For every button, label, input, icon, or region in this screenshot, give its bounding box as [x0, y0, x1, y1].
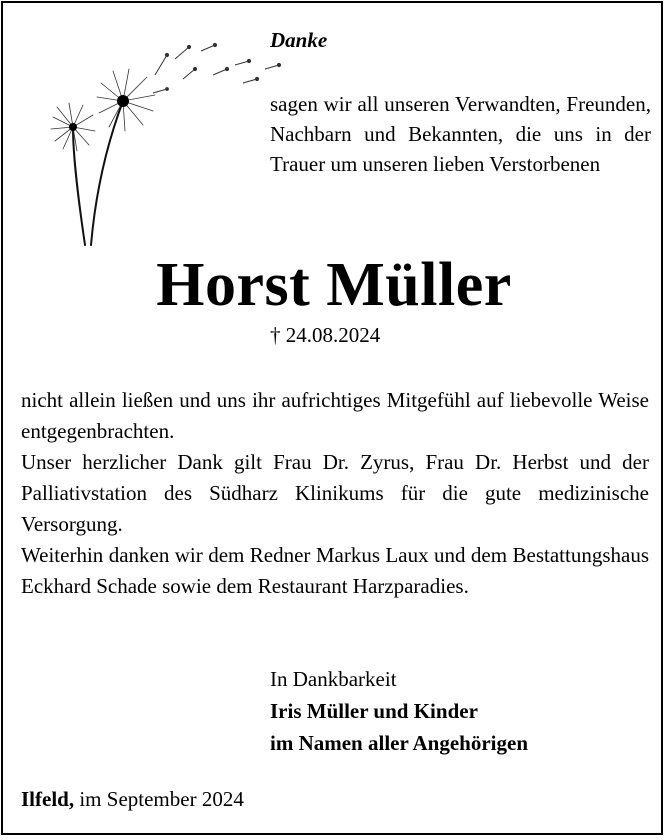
- body-paragraph: nicht allein ließen und uns ihr aufrichtiges Mitgefühl auf liebevolle Weise entgegenbrachten.: [21, 388, 649, 443]
- body-text: [21, 385, 649, 602]
- footer-date: im September 2024: [79, 787, 244, 811]
- death-date: † 24.08.2024: [270, 323, 381, 347]
- intro-text: sagen wir all unseren Verwandten, Freunden, Nachbarn und Bekannten, die uns in der Trauer um unseren lieben Verstorbenen: [270, 92, 651, 176]
- obituary-card: [1, 1, 663, 835]
- signature-closing: In Dankbarkeit: [270, 667, 397, 691]
- footer-place: Ilfeld,: [21, 787, 75, 811]
- signature-family: Iris Müller und Kinder: [270, 699, 478, 723]
- dandelion-icon: [43, 39, 288, 251]
- signature-on-behalf: im Namen aller Angehörigen: [270, 731, 529, 755]
- place-date: [21, 785, 244, 813]
- signature-block: [270, 663, 528, 759]
- body-paragraph: Unser herzlicher Dank gilt Frau Dr. Zyrus, Frau Dr. Herbst und der Palliativstation des Südharz Klinikums für die gute medizinische Versorgung.: [21, 450, 649, 536]
- intro-heading: Danke: [270, 28, 328, 52]
- body-paragraph: Weiterhin danken wir dem Redner Markus Laux und dem Bestattungshaus Eckhard Schade sowie dem Restaurant Harzparadies.: [21, 543, 649, 598]
- deceased-name: Horst Müller: [156, 251, 512, 319]
